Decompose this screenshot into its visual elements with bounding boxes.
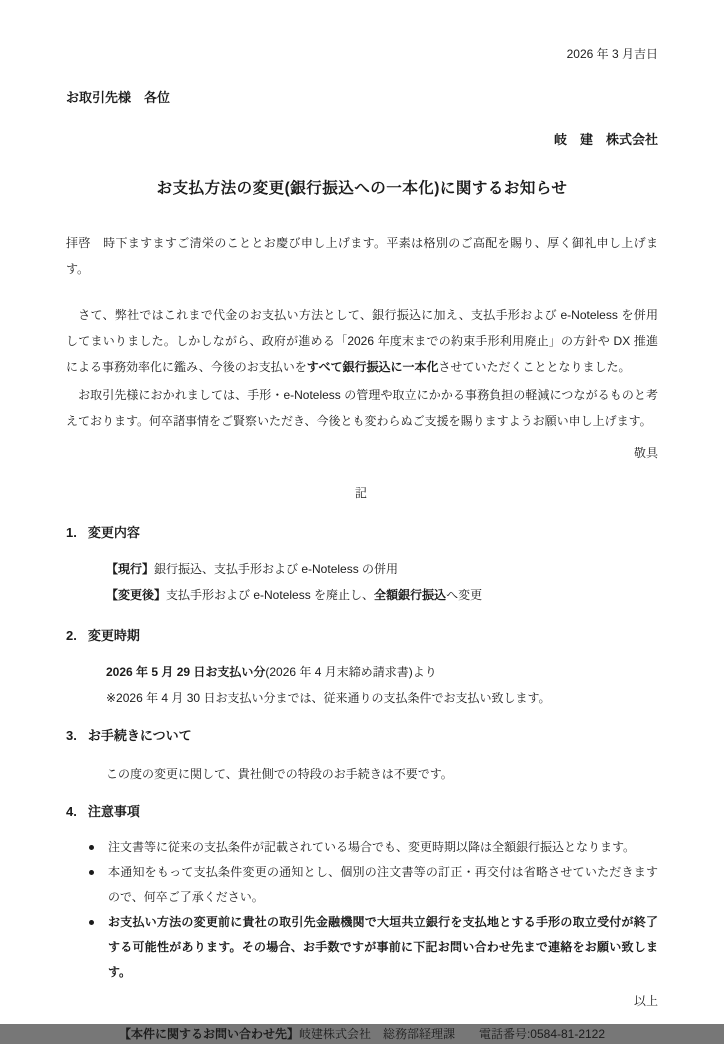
section1-number: 1. xyxy=(66,525,77,540)
after-method-line xyxy=(106,582,658,608)
current-text: 銀行振込、支払手形および e-Noteless の併用 xyxy=(154,562,399,576)
section3-heading xyxy=(66,723,658,749)
contact-line xyxy=(66,1024,658,1044)
recipient-line: お取引先様 各位 xyxy=(66,90,171,105)
bullet-text: 本通知をもって支払条件変更の通知とし、個別の注文書等の訂正・再交付は省略させていただきますので、何卒ご了承ください。 xyxy=(108,865,658,904)
after-text-bold: 全額銀行振込 xyxy=(374,588,447,602)
announcement-text-post: させていただくこととなりました。 xyxy=(438,360,631,374)
section1-heading xyxy=(66,520,658,546)
bullet-icon xyxy=(89,870,94,875)
announcement-text-bold: すべて銀行振込に一本化 xyxy=(306,360,439,374)
bullet-item xyxy=(66,910,658,985)
announcement-paragraph xyxy=(66,302,658,380)
issue-date: 2026 年 3 月吉日 xyxy=(566,47,658,61)
document-title: お支払方法の変更(銀行振込への一本化)に関するお知らせ xyxy=(156,180,568,197)
greeting-paragraph: 拝啓 時下ますますご清栄のこととお慶び申し上げます。平素は格別のご高配を賜り、厚く御礼申し上げます。 xyxy=(66,236,658,276)
bullet-icon xyxy=(89,845,94,850)
section3-body: この度の変更に関して、貴社側での特段のお手続きは不要です。 xyxy=(106,767,453,781)
after-text-pre: 支払手形および e-Noteless を廃止し、 xyxy=(166,588,375,602)
bullet-item xyxy=(66,835,658,860)
announcement-text-pre: さて、弊社ではこれまで代金のお支払い方法として、銀行振込に加え、支払手形および e-Noteless を併用してまいりました。しかしながら、政府が進める「2026 年度末までの約束手形利用廃止」の方針や DX 推進による事務効率化に鑑み、今後のお支払いを xyxy=(66,308,658,374)
bullet-text: お支払い方法の変更前に貴社の取引先金融機関で大垣共立銀行を支払地とする手形の取立受付が終了する可能性があります。その場合、お手数ですが事前に下記お問い合わせ先まで連絡をお願い致します。 xyxy=(108,915,658,979)
current-method-line xyxy=(106,556,658,582)
section2-heading xyxy=(66,623,658,649)
section4-heading xyxy=(66,799,658,825)
benefit-paragraph: お取引先様におかれましては、手形・e-Noteless の管理や取立にかかる事務負担の軽減につながるものと考えております。何卒諸事情をご賢察いただき、今後とも変わらぬご支援を賜りますようお願い申し上げます。 xyxy=(66,388,658,428)
contact-label: 【本件に関するお問い合わせ先】 xyxy=(118,1027,299,1041)
bullet-icon xyxy=(89,920,94,925)
section4-number: 4. xyxy=(66,804,77,819)
current-label: 【現行】 xyxy=(106,562,155,576)
effective-date-line xyxy=(106,659,658,685)
record-marker-ki: 記 xyxy=(354,486,369,500)
sender-company: 岐 建 株式会社 xyxy=(553,132,658,147)
after-text-post: へ変更 xyxy=(446,588,483,602)
section3-title: お手続きについて xyxy=(87,728,192,743)
section3-number: 3. xyxy=(66,728,77,743)
section1-title: 変更内容 xyxy=(87,525,140,540)
section4-bullet-list xyxy=(66,835,658,985)
after-label: 【変更後】 xyxy=(106,588,167,602)
section4-title: 注意事項 xyxy=(87,804,140,819)
transition-note-line: ※2026 年 4 月 30 日お支払い分までは、従来通りの支払条件でお支払い致します。 xyxy=(106,691,551,705)
section1-body xyxy=(106,556,658,608)
section2-number: 2. xyxy=(66,628,77,643)
bullet-text: 注文書等に従来の支払条件が記載されている場合でも、変更時期以降は全額銀行振込となります。 xyxy=(108,840,636,854)
effective-date-rest: (2026 年 4 月末締め請求書)より xyxy=(265,665,437,679)
closing-keigu: 敬具 xyxy=(633,446,658,460)
effective-date-bold: 2026 年 5 月 29 日お支払い分 xyxy=(106,665,266,679)
closing-ijou: 以上 xyxy=(633,994,658,1008)
section2-body xyxy=(106,659,658,711)
section2-title: 変更時期 xyxy=(87,628,140,643)
bullet-item xyxy=(66,860,658,910)
contact-text: 岐建株式会社 総務部経理課 電話番号:0584-81-2122 xyxy=(298,1027,606,1041)
